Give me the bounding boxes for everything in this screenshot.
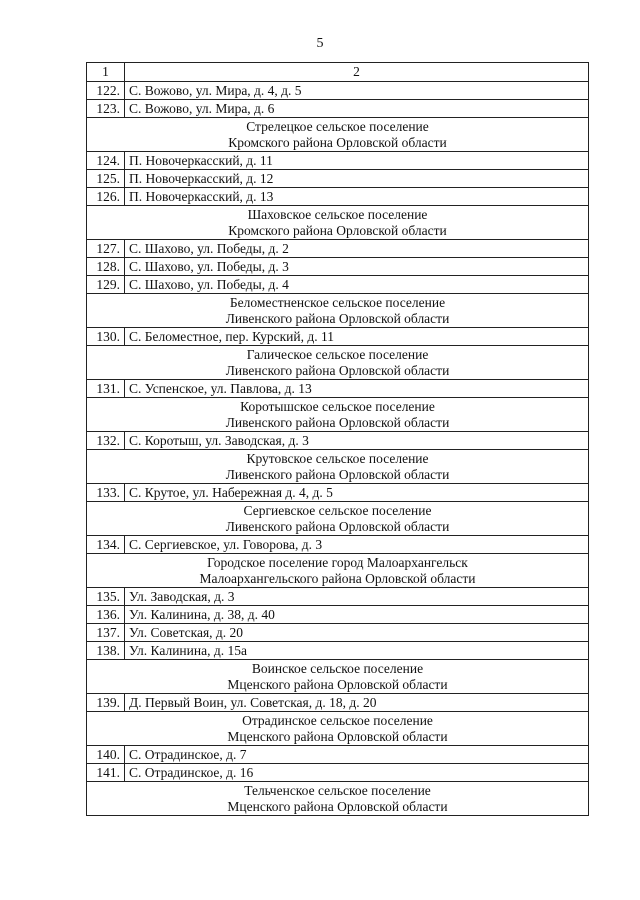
settlement-heading <box>87 712 589 746</box>
address-text: Ул. Советская, д. 20 <box>125 624 589 642</box>
section-header-row <box>87 294 589 328</box>
settlement-heading-line: Ливенского района Орловской области <box>225 518 450 534</box>
table-row <box>87 746 589 764</box>
settlement-heading <box>87 502 589 536</box>
address-text: С. Отрадинское, д. 16 <box>125 764 589 782</box>
settlement-heading-line: Малоархангельского района Орловской области <box>199 570 476 586</box>
address-text: С. Шахово, ул. Победы, д. 4 <box>125 276 589 294</box>
settlement-heading <box>87 660 589 694</box>
row-number: 140. <box>87 746 125 764</box>
row-number: 126. <box>87 188 125 206</box>
table-row <box>87 432 589 450</box>
page-number: 5 <box>316 36 324 51</box>
address-text: С. Успенское, ул. Павлова, д. 13 <box>125 380 589 398</box>
settlement-heading-line: Ливенского района Орловской области <box>225 362 450 378</box>
address-text: С. Вожово, ул. Мира, д. 4, д. 5 <box>125 82 589 100</box>
row-number: 139. <box>87 694 125 712</box>
row-number: 124. <box>87 152 125 170</box>
settlement-heading <box>87 782 589 816</box>
settlement-heading-line: Крутовское сельское поселение <box>246 450 429 466</box>
row-number: 132. <box>87 432 125 450</box>
address-text: С. Отрадинское, д. 7 <box>125 746 589 764</box>
table-row <box>87 170 589 188</box>
row-number: 138. <box>87 642 125 660</box>
address-text: С. Крутое, ул. Набережная д. 4, д. 5 <box>125 484 589 502</box>
settlement-heading <box>87 118 589 152</box>
address-text: Ул. Калинина, д. 15а <box>125 642 589 660</box>
table-row <box>87 82 589 100</box>
table-row <box>87 258 589 276</box>
table-row <box>87 606 589 624</box>
settlement-heading-line: Мценского района Орловской области <box>227 676 448 692</box>
row-number: 125. <box>87 170 125 188</box>
settlement-heading <box>87 206 589 240</box>
table-row <box>87 276 589 294</box>
row-number: 123. <box>87 100 125 118</box>
table-row <box>87 694 589 712</box>
table-row <box>87 536 589 554</box>
address-text: С. Коротыш, ул. Заводская, д. 3 <box>125 432 589 450</box>
table-row <box>87 380 589 398</box>
table-row <box>87 152 589 170</box>
section-header-row <box>87 118 589 152</box>
address-table <box>86 62 589 816</box>
address-text: С. Вожово, ул. Мира, д. 6 <box>125 100 589 118</box>
row-number: 131. <box>87 380 125 398</box>
row-number: 141. <box>87 764 125 782</box>
section-header-row <box>87 346 589 380</box>
settlement-heading-line: Ливенского района Орловской области <box>225 414 450 430</box>
section-header-row <box>87 660 589 694</box>
row-number: 122. <box>87 82 125 100</box>
address-text: Д. Первый Воин, ул. Советская, д. 18, д. 20 <box>125 694 589 712</box>
section-header-row <box>87 554 589 588</box>
settlement-heading-line: Отрадинское сельское поселение <box>242 712 433 728</box>
table-row <box>87 642 589 660</box>
address-text: С. Шахово, ул. Победы, д. 3 <box>125 258 589 276</box>
row-number: 129. <box>87 276 125 294</box>
settlement-heading-line: Ливенского района Орловской области <box>225 310 450 326</box>
address-text: С. Беломестное, пер. Курский, д. 11 <box>125 328 589 346</box>
section-header-row <box>87 206 589 240</box>
settlement-heading-line: Кромского района Орловской области <box>228 222 447 238</box>
settlement-heading-line: Беломестненское сельское поселение <box>229 294 446 310</box>
table-row <box>87 588 589 606</box>
settlement-heading-line: Ливенского района Орловской области <box>225 466 450 482</box>
settlement-heading-line: Кромского района Орловской области <box>228 134 447 150</box>
settlement-heading-line: Шаховское сельское поселение <box>247 206 428 222</box>
table-header-row <box>87 63 589 82</box>
address-text: П. Новочеркасский, д. 13 <box>125 188 589 206</box>
row-number: 136. <box>87 606 125 624</box>
settlement-heading <box>87 450 589 484</box>
table-row <box>87 764 589 782</box>
settlement-heading-line: Тельченское сельское поселение <box>244 782 431 798</box>
row-number: 135. <box>87 588 125 606</box>
section-header-row <box>87 712 589 746</box>
section-header-row <box>87 450 589 484</box>
row-number: 127. <box>87 240 125 258</box>
address-text: С. Шахово, ул. Победы, д. 2 <box>125 240 589 258</box>
settlement-heading-line: Галическое сельское поселение <box>246 346 429 362</box>
row-number: 137. <box>87 624 125 642</box>
address-text: Ул. Заводская, д. 3 <box>125 588 589 606</box>
table-row <box>87 328 589 346</box>
table-body <box>87 82 589 816</box>
section-header-row <box>87 782 589 816</box>
table-row <box>87 624 589 642</box>
table-row <box>87 100 589 118</box>
settlement-heading <box>87 346 589 380</box>
address-text: П. Новочеркасский, д. 12 <box>125 170 589 188</box>
row-number: 130. <box>87 328 125 346</box>
column-header-address: 2 <box>125 63 589 82</box>
settlement-heading <box>87 554 589 588</box>
settlement-heading-line: Мценского района Орловской области <box>227 798 448 814</box>
settlement-heading <box>87 294 589 328</box>
settlement-heading-line: Стрелецкое сельское поселение <box>246 118 429 134</box>
settlement-heading-line: Мценского района Орловской области <box>227 728 448 744</box>
address-text: Ул. Калинина, д. 38, д. 40 <box>125 606 589 624</box>
row-number: 134. <box>87 536 125 554</box>
section-header-row <box>87 398 589 432</box>
column-header-number: 1 <box>87 63 125 82</box>
settlement-heading-line: Сергиевское сельское поселение <box>243 502 432 518</box>
settlement-heading-line: Городское поселение город Малоархангельск <box>207 554 468 570</box>
settlement-heading-line: Воинское сельское поселение <box>251 660 424 676</box>
settlement-heading-line: Коротышское сельское поселение <box>240 398 435 414</box>
address-text: С. Сергиевское, ул. Говорова, д. 3 <box>125 536 589 554</box>
table-row <box>87 240 589 258</box>
row-number: 128. <box>87 258 125 276</box>
section-header-row <box>87 502 589 536</box>
address-text: П. Новочеркасский, д. 11 <box>125 152 589 170</box>
table-row <box>87 188 589 206</box>
row-number: 133. <box>87 484 125 502</box>
settlement-heading <box>87 398 589 432</box>
table-row <box>87 484 589 502</box>
